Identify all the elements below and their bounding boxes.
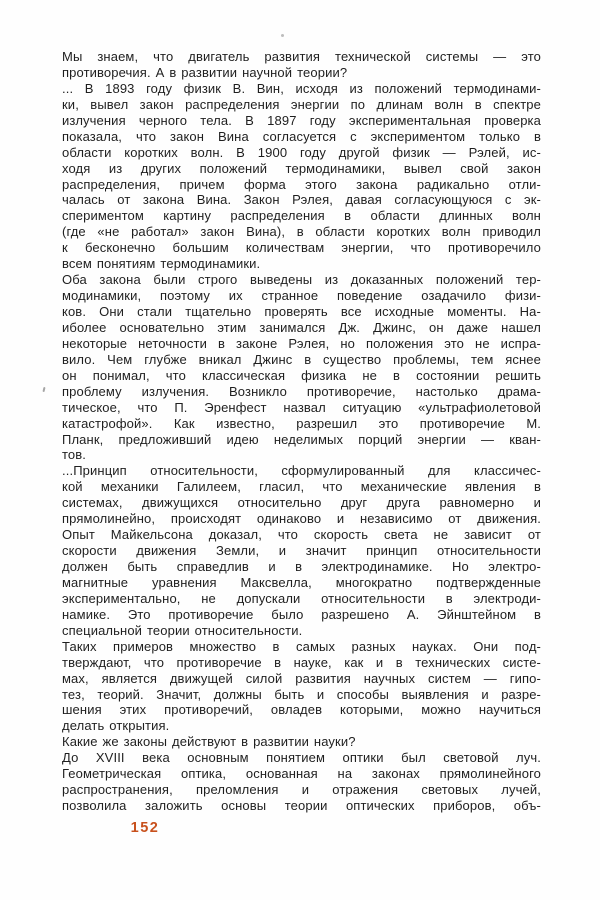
- text-line: распространения, преломления и отражения световых лучей,: [62, 782, 541, 798]
- text-line: ... В 1893 году физик В. Вин, исходя из положений термодинами-: [62, 80, 541, 96]
- text-line: позволила заложить основы теории оптических приборов, объ-: [62, 798, 541, 814]
- text-line: вило. Чем глубже вникал Джинс в существо проблемы, тем яснее: [62, 351, 541, 367]
- text-line: излучения черного тела. В 1897 году экспериментальная проверка: [62, 112, 541, 128]
- text-line: магнитные уравнения Максвелла, многократно подтвержденные: [62, 574, 541, 590]
- text-line: тез, теорий. Значит, должны быть и способы выявления и разре-: [62, 686, 541, 702]
- text-line: Мы знаем, что двигатель развития технической системы — это: [62, 49, 541, 64]
- text-line: мах, является движущей силой развития научных систем — гипо-: [62, 670, 541, 686]
- text-line: специальной теории относительности.: [62, 622, 303, 638]
- text-line: тическое, что П. Эренфест назвал ситуацию «ультрафиолетовой: [62, 399, 541, 415]
- text-line: ков. Они стали тщательно проверять все исходные моменты. На-: [62, 304, 541, 319]
- text-line: Таких примеров множество в самых разных науках. Они под-: [62, 638, 541, 654]
- text-line: Какие же законы действуют в развитии науки?: [62, 734, 356, 750]
- text-line: всем понятиям термодинамики.: [62, 256, 261, 272]
- text-line: До XVIII века основным понятием оптики был световой луч.: [62, 750, 541, 766]
- text-line: (где «не работал» закон Вина), в области коротких волн приводил: [62, 224, 541, 240]
- text-line: тов.: [62, 447, 87, 463]
- scan-speck: [42, 387, 45, 392]
- text-line: системах, движущихся относительно друг друга равномерно и: [62, 495, 541, 511]
- text-line: спериментом картину распределения в области длинных волн: [62, 208, 541, 224]
- text-line: намике. Это противоречие было разрешено А. Эйнштейном в: [62, 606, 541, 622]
- text-line: должен быть справедлив и в электродинамике. Но электро-: [62, 559, 541, 574]
- page-number: 152: [130, 820, 160, 836]
- text-line: распределения, причем форма этого закона радикально отли-: [62, 176, 541, 192]
- text-line: области коротких волн. В 1900 году другой физик — Рэлей, ис-: [62, 144, 541, 160]
- text-line: кой механики Галилеем, гласил, что механические явления в: [62, 479, 541, 495]
- text-line: Оба закона были строго выведены из доказанных положений тер-: [62, 272, 541, 288]
- text-line: ...Принцип относительности, сформулированный для классичес-: [62, 463, 541, 479]
- text-line: Планк, предложивший идею неделимых порций энергии — кван-: [62, 431, 541, 447]
- text-line: экспериментально, не допускали относительности в электроди-: [62, 590, 541, 606]
- text-line: ходя из других положений термодинамики, вывел свой закон: [62, 160, 541, 176]
- text-line: некоторые неточности в законе Рэлея, но положения это не испра-: [62, 335, 541, 351]
- scan-speck: [281, 34, 284, 37]
- text-line: он понимал, что классическая физика не в состоянии решить: [62, 367, 541, 383]
- text-line: чалась от закона Вина. Закон Рэлея, давая согласующуюся с эк-: [62, 192, 541, 208]
- text-line: Опыт Майкельсона доказал, что скорость света не зависит от: [62, 527, 541, 543]
- text-line: проблему излучения. Возникло противоречие, настолько драма-: [62, 383, 541, 399]
- text-line: ки, вывел закон распределения энергии по длинам волн в спектре: [62, 96, 541, 112]
- text-line: скорости движения Земли, и значит принцип относительности: [62, 543, 541, 559]
- text-line: Геометрическая оптика, основанная на законах прямолинейного: [62, 766, 541, 782]
- text-line: модинамики, поэтому их странное поведение озадачило физи-: [62, 288, 541, 304]
- text-line: тверждают, что противоречие в науке, как и в технических систе-: [62, 654, 541, 670]
- text-line: катастрофой». Как известно, разрешил это противоречие М.: [62, 415, 541, 431]
- text-line: шения этих противоречий, овладев которыми, можно научиться: [62, 702, 541, 718]
- text-line: противоречия. А в развитии научной теории?: [62, 64, 348, 80]
- body-text: [62, 49, 541, 814]
- text-line: к бесконечно большим количествам энергии, что противоречило: [62, 240, 541, 256]
- text-line: делать открытия.: [62, 718, 170, 734]
- text-line: прямолинейно, происходят одинаково и независимо от движения.: [62, 511, 541, 527]
- text-line: иболее основательно этим занимался Дж. Джинс, он даже нашел: [62, 319, 541, 335]
- text-line: показала, что закон Вина согласуется с экспериментом только в: [62, 128, 541, 144]
